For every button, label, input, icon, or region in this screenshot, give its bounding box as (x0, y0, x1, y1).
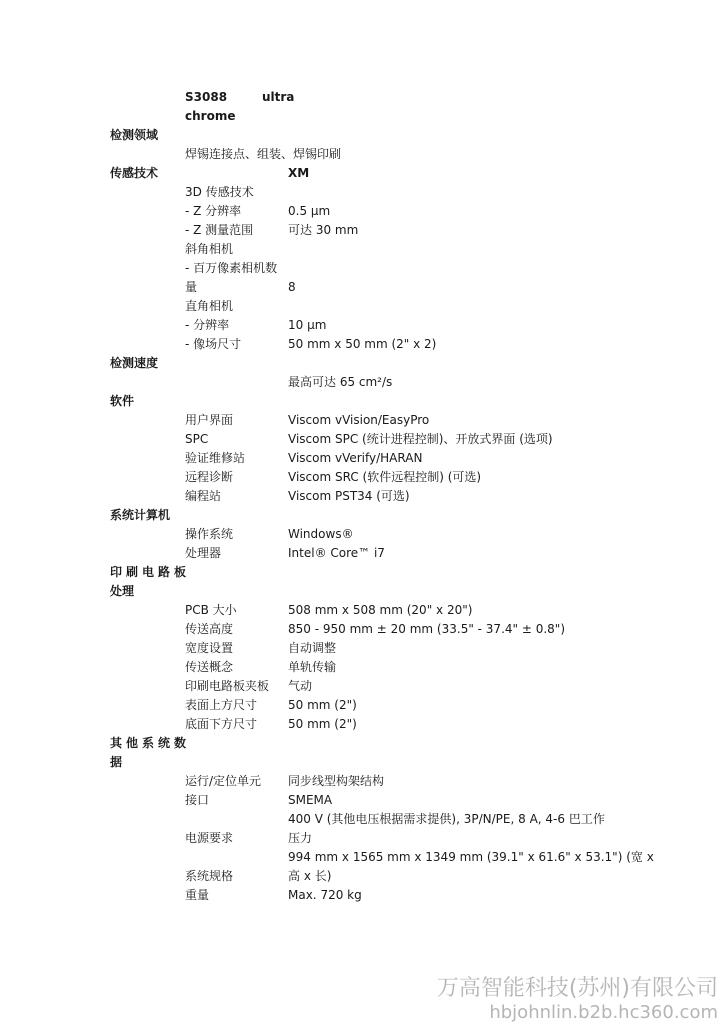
width-setting-value: 自动调整 (288, 641, 337, 655)
spec-row (0, 620, 724, 639)
transport-concept-label: 传送概念 (185, 660, 234, 674)
section-title-sensor: 传感技术 (110, 166, 159, 180)
spec-row (0, 430, 724, 449)
power-value: 400 V (其他电压根据需求提供), 3P/N/PE, 8 A, 4-6 巴工作 (288, 812, 605, 826)
programming-station-label: 编程站 (185, 489, 222, 503)
power-label: 电源要求 (185, 831, 234, 845)
section-title-other: 其他系统数 (110, 736, 191, 750)
spec-row (0, 829, 724, 848)
section-title-inspection-area: 检测领域 (110, 128, 159, 142)
pcb-clamp-label: 印刷电路板夹板 (185, 679, 270, 693)
spec-row (0, 164, 724, 183)
system-spec-label: 系统规格 (185, 869, 234, 883)
spec-row (0, 411, 724, 430)
spec-row (0, 525, 724, 544)
spc-value: Viscom SPC (统计进程控制)、开放式界面 (选项) (288, 432, 553, 446)
cpu-value: Intel® Core™ i7 (288, 546, 385, 560)
model-finish: chrome (185, 109, 236, 123)
spec-row (0, 639, 724, 658)
sensor-3d-label: 3D 传感技术 (185, 185, 254, 199)
weight-value: Max. 720 kg (288, 888, 362, 902)
spec-row (0, 297, 724, 316)
motion-unit-label: 运行/定位单元 (185, 774, 262, 788)
spec-row (0, 848, 724, 867)
verify-station-label: 验证维修站 (185, 451, 246, 465)
ui-label: 用户界面 (185, 413, 234, 427)
os-label: 操作系统 (185, 527, 234, 541)
spec-row (0, 259, 724, 278)
model-edition: ultra (262, 90, 295, 104)
spec-row (0, 335, 724, 354)
programming-station-value: Viscom PST34 (可选) (288, 489, 410, 503)
remote-diagnosis-value: Viscom SRC (软件远程控制) (可选) (288, 470, 482, 484)
transport-height-value: 850 - 950 mm ± 20 mm (33.5" - 37.4" ± 0.8") (288, 622, 566, 636)
top-clearance-label: 表面上方尺寸 (185, 698, 258, 712)
model-name: S3088 (185, 90, 228, 104)
spec-row (0, 278, 724, 297)
spec-row (0, 202, 724, 221)
megapixel-count-label: - 百万像素相机数 (185, 261, 278, 275)
header-row-2 (0, 107, 724, 126)
power-value-cont: 压力 (288, 831, 313, 845)
spec-row (0, 487, 724, 506)
spec-row (0, 316, 724, 335)
spec-row (0, 240, 724, 259)
motion-unit-value: 同步线型构架结构 (288, 774, 385, 788)
megapixel-count-label-cont: 量 (185, 280, 198, 294)
spec-row (0, 696, 724, 715)
cpu-label: 处理器 (185, 546, 222, 560)
interface-value: SMEMA (288, 793, 333, 807)
spec-row (0, 886, 724, 905)
spec-row (0, 544, 724, 563)
header-row (0, 88, 724, 107)
bottom-clearance-label: 底面下方尺寸 (185, 717, 258, 731)
orthogonal-camera-label: 直角相机 (185, 299, 234, 313)
dimensions-value-cont: 高 x 长) (288, 869, 332, 883)
spec-row (0, 601, 724, 620)
spec-row (0, 715, 724, 734)
section-title-other-cont: 据 (110, 755, 123, 769)
section-title-row (0, 563, 724, 582)
section-title-row (0, 392, 724, 411)
section-title-computer: 系统计算机 (110, 508, 171, 522)
spec-row (0, 867, 724, 886)
spec-row (0, 449, 724, 468)
bottom-clearance-value: 50 mm (2") (288, 717, 357, 731)
watermark-company: 万高智能科技(苏州)有限公司 (436, 976, 718, 1001)
pcb-size-value: 508 mm x 508 mm (20" x 20") (288, 603, 473, 617)
section-title-row (0, 506, 724, 525)
resolution-value: 10 μm (288, 318, 327, 332)
remote-diagnosis-label: 远程诊断 (185, 470, 234, 484)
z-resolution-label: - Z 分辨率 (185, 204, 242, 218)
watermark-site: hbjohnlin.b2b.hc360.com (489, 1002, 718, 1023)
spec-row (0, 145, 724, 164)
transport-concept-value: 单轨传输 (288, 660, 337, 674)
spec-row (0, 468, 724, 487)
section-title-software: 软件 (110, 394, 135, 408)
os-value: Windows® (288, 527, 354, 541)
section-title-row (0, 582, 724, 601)
ui-value: Viscom vVision/EasyPro (288, 413, 430, 427)
top-clearance-value: 50 mm (2") (288, 698, 357, 712)
width-setting-label: 宽度设置 (185, 641, 234, 655)
megapixel-count-value: 8 (288, 280, 296, 294)
sensor-value: XM (288, 166, 310, 180)
section-title-pcb: 印刷电路板 (110, 565, 191, 579)
field-of-view-value: 50 mm x 50 mm (2" x 2) (288, 337, 437, 351)
spc-label: SPC (185, 432, 209, 446)
spec-row (0, 810, 724, 829)
section-title-speed: 检测速度 (110, 356, 159, 370)
z-range-value: 可达 30 mm (288, 223, 359, 237)
spec-row (0, 658, 724, 677)
section-title-row (0, 734, 724, 753)
speed-value: 最高可达 65 cm²/s (288, 375, 393, 389)
spec-row (0, 791, 724, 810)
spec-row (0, 677, 724, 696)
pcb-size-label: PCB 大小 (185, 603, 237, 617)
spec-row (0, 221, 724, 240)
pcb-clamp-value: 气动 (288, 679, 313, 693)
weight-label: 重量 (185, 888, 210, 902)
spec-row (0, 183, 724, 202)
inspection-area-value: 焊锡连接点、组装、焊锡印刷 (185, 147, 342, 161)
interface-label: 接口 (185, 793, 210, 807)
resolution-label: - 分辨率 (185, 318, 230, 332)
transport-height-label: 传送高度 (185, 622, 234, 636)
section-title-row (0, 126, 724, 145)
spec-row (0, 373, 724, 392)
angled-camera-label: 斜角相机 (185, 242, 234, 256)
section-title-row (0, 753, 724, 772)
section-title-pcb-cont: 处理 (110, 584, 135, 598)
field-of-view-label: - 像场尺寸 (185, 337, 242, 351)
z-range-label: - Z 测量范围 (185, 223, 254, 237)
z-resolution-value: 0.5 μm (288, 204, 331, 218)
section-title-row (0, 354, 724, 373)
dimensions-value: 994 mm x 1565 mm x 1349 mm (39.1" x 61.6" x 53.1") (宽 x (288, 850, 654, 864)
spec-row (0, 772, 724, 791)
verify-station-value: Viscom vVerify/HARAN (288, 451, 423, 465)
